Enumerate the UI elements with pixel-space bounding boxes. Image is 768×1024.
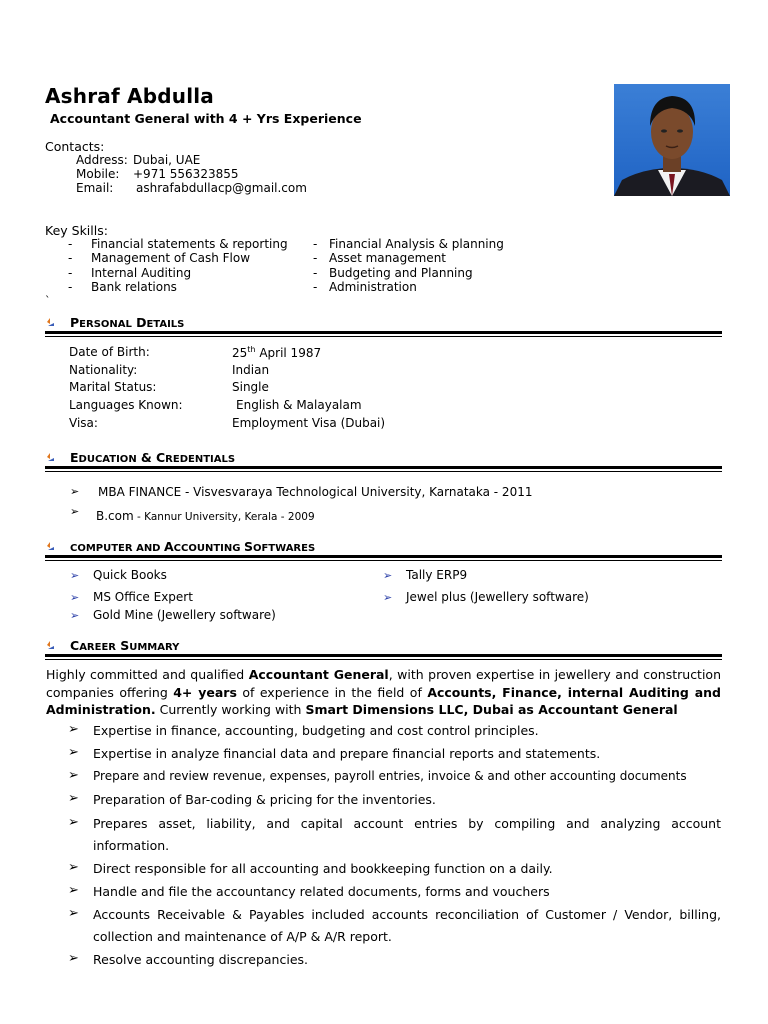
dob-label: Date of Birth: (69, 345, 150, 359)
software-item: Jewel plus (Jewellery software) (406, 590, 589, 604)
arrow-bullet-icon: ➢ (383, 569, 393, 582)
software-title: COMPUTER AND ACCOUNTING SOFTWARES (70, 539, 316, 554)
candidate-name: Ashraf Abdulla (45, 84, 215, 108)
mobile-label: Mobile: (76, 167, 120, 181)
candidate-subtitle: Accountant General with 4 + Yrs Experience (50, 111, 362, 126)
section-divider (45, 654, 722, 660)
arrow-bullet-icon: ➢ (383, 591, 393, 604)
skill-dash: - (68, 237, 73, 251)
career-bullet: Direct responsible for all accounting and bookkeeping function on a daily. (93, 861, 553, 876)
career-summary-paragraph: Highly committed and qualified Accountant General, with proven expertise in jewellery and construction companies offering 4+ years of experience in the field of Accounts, Finance, internal Auditing and Administration. Currently working with Smart Dimensions LLC, Dubai as Accountant General (46, 667, 722, 717)
key-skills-heading: Key Skills: (45, 223, 108, 238)
arrow-bullet-icon: ➢ (68, 791, 79, 806)
marital-label: Marital Status: (69, 380, 157, 394)
arrow-bullet-icon: ➢ (68, 906, 79, 921)
career-bullet: Preparation of Bar-coding & pricing for the inventories. (93, 792, 436, 807)
arrow-bullet-icon: ➢ (68, 883, 79, 898)
career-bullet: Prepare and review revenue, expenses, payroll entries, invoice & and other accounting documents (93, 769, 687, 783)
skill-dash: - (313, 251, 318, 265)
email-label: Email: (76, 181, 114, 195)
skill-item: Management of Cash Flow (91, 251, 251, 265)
email-value: ashrafabdullacp@gmail.com (136, 181, 307, 195)
skill-item: Bank relations (91, 280, 177, 294)
software-item: Quick Books (93, 568, 167, 582)
nationality-value: Indian (232, 363, 270, 377)
career-summary-title: CAREER SUMMARY (70, 638, 180, 653)
mobile-value: +971 556323855 (133, 167, 239, 181)
profile-photo (614, 84, 730, 196)
skill-dash: - (313, 237, 318, 251)
arrow-bullet-icon: ➢ (68, 722, 79, 737)
section-pointer-icon (45, 640, 56, 651)
skill-dash: - (68, 266, 73, 280)
marital-value: Single (232, 380, 269, 394)
skill-item: Administration (329, 280, 417, 294)
languages-label: Languages Known: (69, 398, 183, 412)
arrow-bullet-icon: ➢ (70, 569, 80, 582)
languages-value: English & Malayalam (236, 398, 362, 412)
skill-dash: - (313, 266, 318, 280)
skill-dash: - (68, 280, 73, 294)
education-item: B.com - Kannur University, Kerala - 2009 (96, 509, 315, 523)
section-pointer-icon (45, 541, 56, 552)
skill-dash: - (68, 251, 73, 265)
arrow-bullet-icon: ➢ (70, 591, 80, 604)
education-title: EDUCATION & CREDENTIALS (70, 450, 236, 465)
address-value: Dubai, UAE (133, 153, 201, 167)
career-bullet: Accounts Receivable & Payables included accounts reconciliation of Customer / Vendor, billing, collection and maintenance of A/P & A/R report. (93, 907, 721, 944)
stray-mark: ` (45, 294, 51, 307)
section-divider (45, 466, 722, 472)
skill-item: Financial statements & reporting (91, 237, 288, 251)
career-bullet: Expertise in finance, accounting, budgeting and cost control principles. (93, 723, 539, 738)
arrow-bullet-icon: ➢ (68, 951, 79, 966)
education-item: MBA FINANCE - Visvesvaraya Technological University, Karnataka - 2011 (98, 485, 533, 499)
skill-item: Financial Analysis & planning (329, 237, 504, 251)
skill-item: Budgeting and Planning (329, 266, 473, 280)
skill-item: Asset management (329, 251, 446, 265)
career-bullet: Handle and file the accountancy related documents, forms and vouchers (93, 884, 550, 899)
personal-details-title: PERSONAL DETAILS (70, 315, 185, 330)
arrow-bullet-icon: ➢ (70, 485, 80, 498)
software-item: Tally ERP9 (406, 568, 468, 582)
visa-value: Employment Visa (Dubai) (232, 416, 386, 430)
section-pointer-icon (45, 317, 56, 328)
arrow-bullet-icon: ➢ (68, 815, 79, 830)
career-bullet: Prepares asset, liability, and capital account entries by compiling and analyzing account information. (93, 816, 721, 853)
career-bullet: Resolve accounting discrepancies. (93, 952, 308, 967)
section-divider (45, 331, 722, 337)
arrow-bullet-icon: ➢ (70, 609, 80, 622)
section-pointer-icon (45, 452, 56, 463)
dob-value: 25th April 1987 (232, 345, 322, 360)
arrow-bullet-icon: ➢ (68, 745, 79, 760)
software-item: MS Office Expert (93, 590, 193, 604)
career-bullet: Expertise in analyze financial data and prepare financial reports and statements. (93, 746, 601, 761)
section-divider (45, 555, 722, 561)
skill-item: Internal Auditing (91, 266, 192, 280)
nationality-label: Nationality: (69, 363, 138, 377)
arrow-bullet-icon: ➢ (68, 860, 79, 875)
arrow-bullet-icon: ➢ (68, 768, 79, 783)
visa-label: Visa: (69, 416, 98, 430)
address-label: Address: (76, 153, 128, 167)
software-item: Gold Mine (Jewellery software) (93, 608, 276, 622)
contacts-heading: Contacts: (45, 139, 105, 154)
arrow-bullet-icon: ➢ (70, 505, 80, 518)
skill-dash: - (313, 280, 318, 294)
